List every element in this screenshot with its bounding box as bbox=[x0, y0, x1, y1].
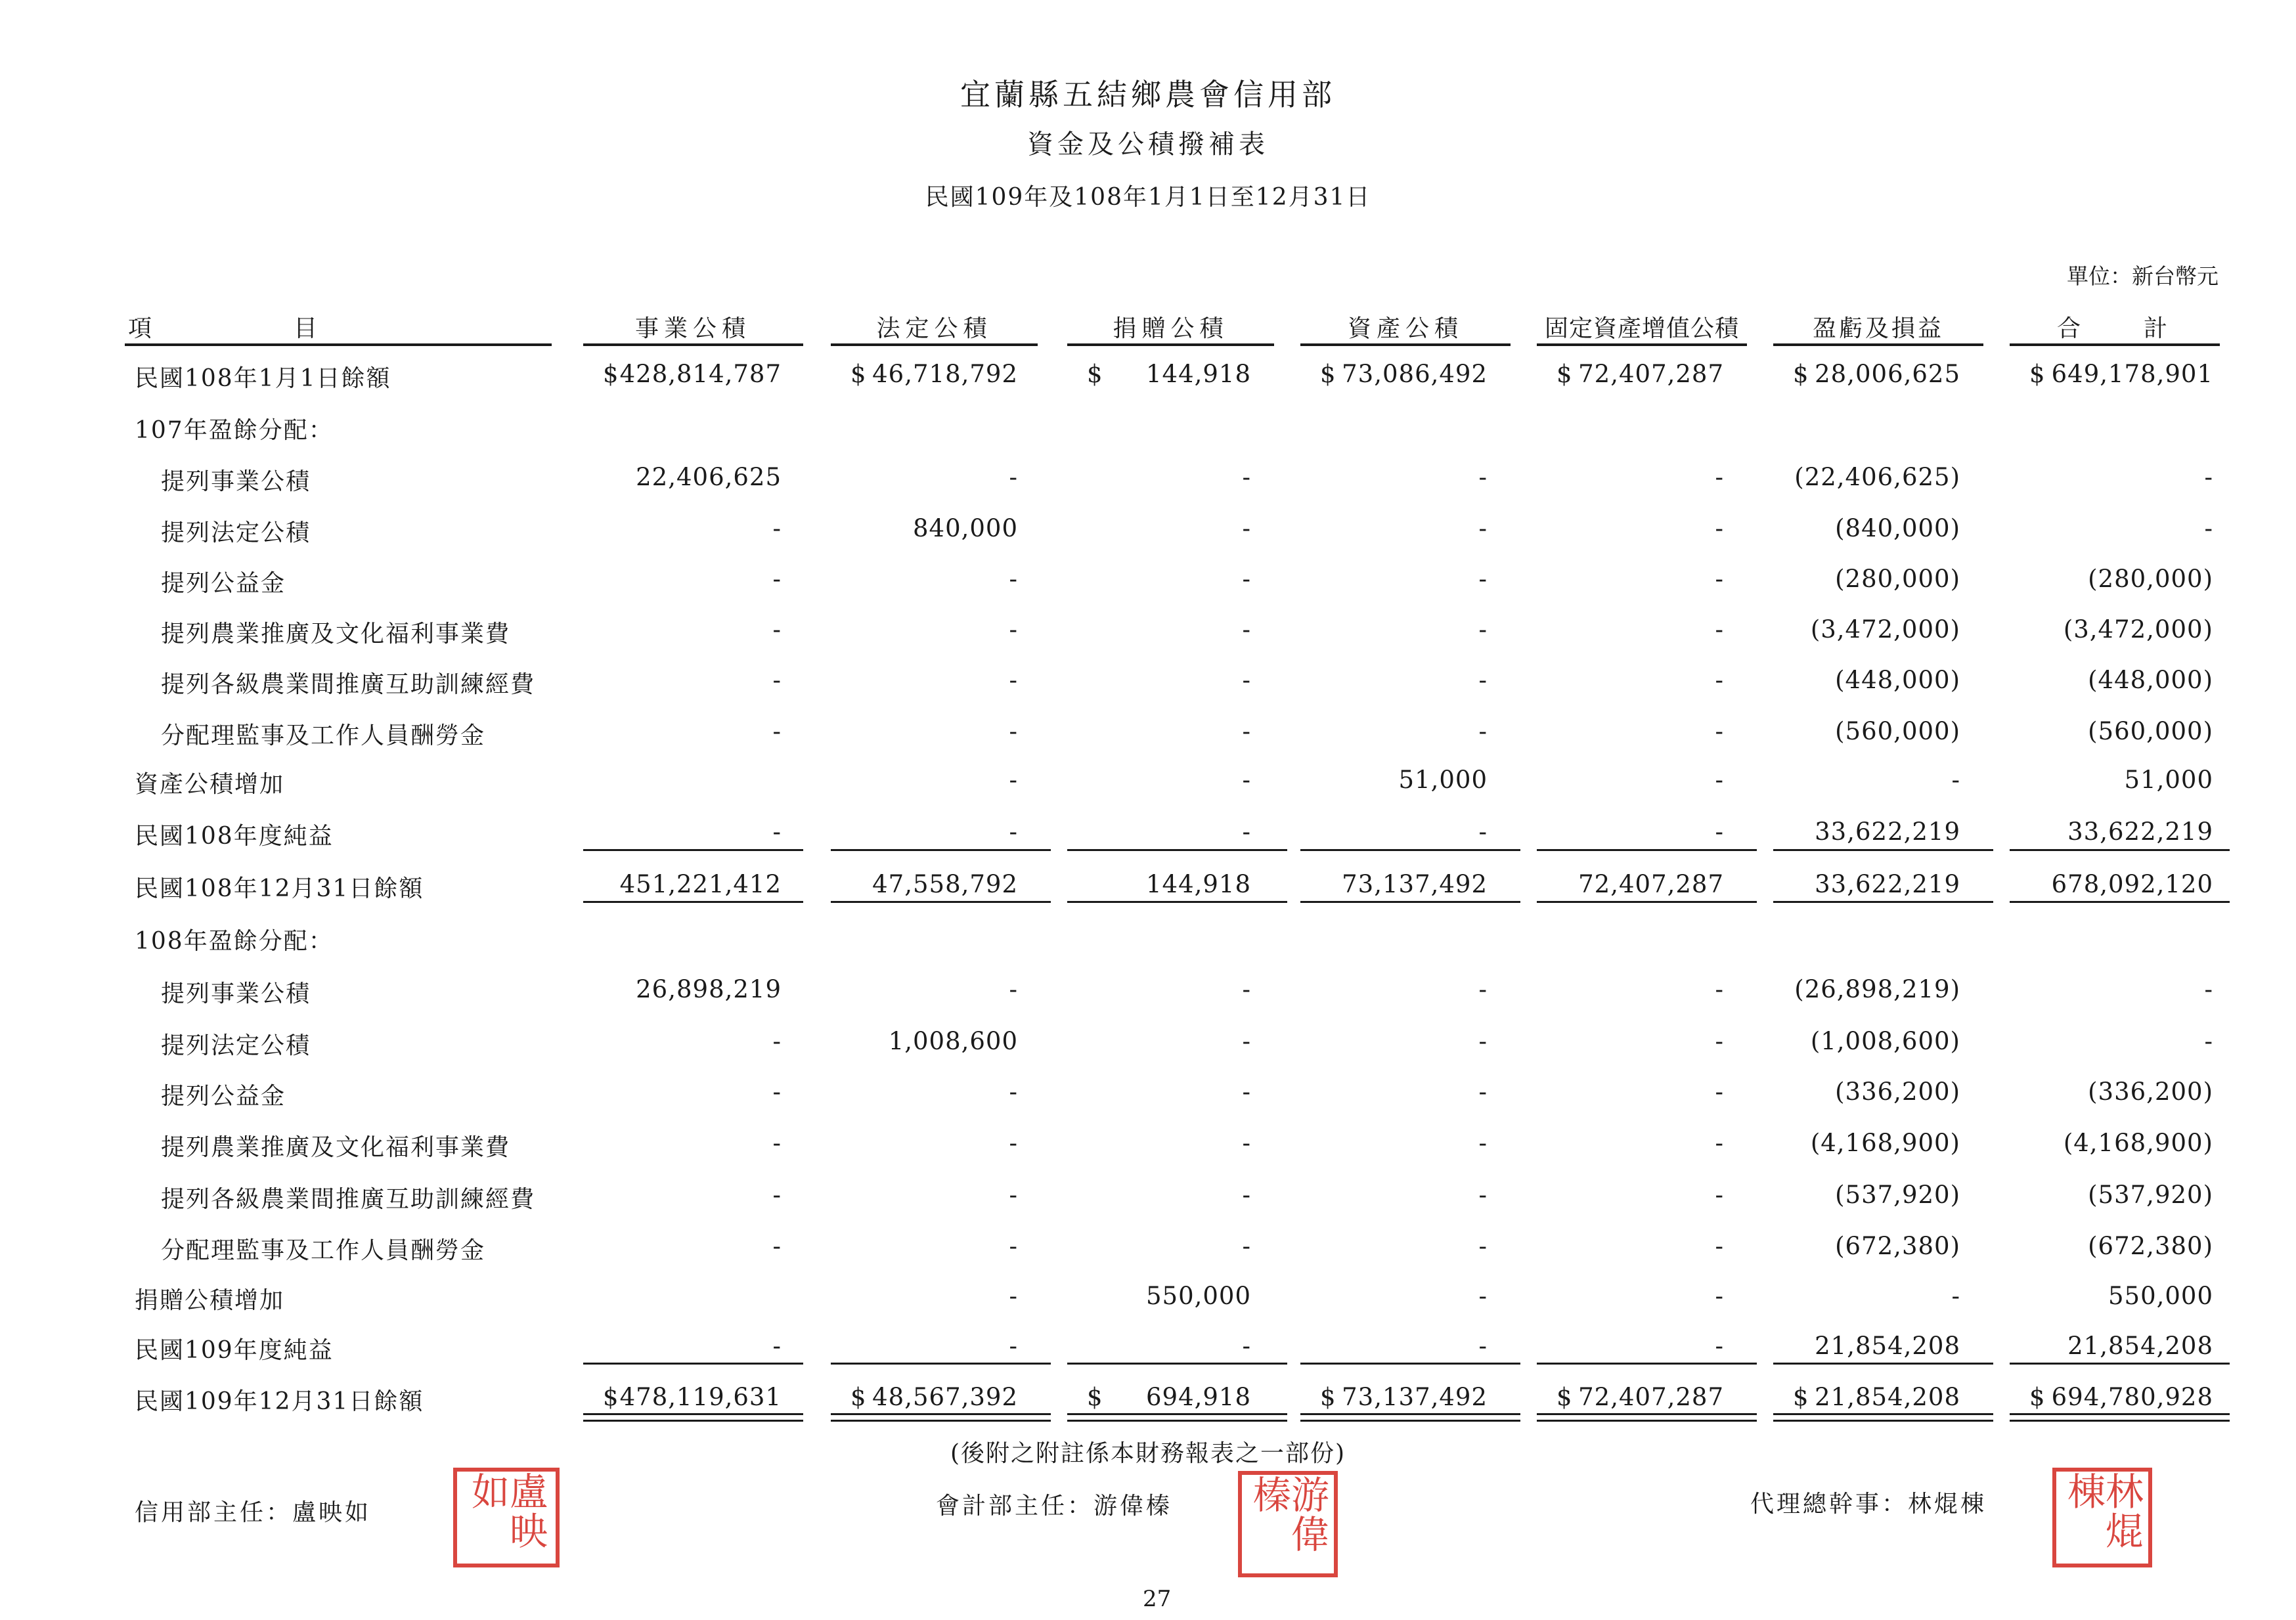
col-header-item: 項 目 bbox=[128, 315, 318, 342]
cell-value: (22,406,625) bbox=[1794, 463, 1960, 491]
col-header-business-reserve: 事業公積 bbox=[634, 315, 751, 342]
row-label: 提列法定公積 bbox=[161, 1032, 311, 1059]
cell-value: - bbox=[1009, 1181, 1018, 1209]
dollar-sign: $ bbox=[850, 1383, 866, 1411]
cell-value: - bbox=[772, 1129, 782, 1157]
double-rule bbox=[831, 1413, 1051, 1415]
double-rule bbox=[583, 1413, 803, 1415]
cell-value: (336,200) bbox=[2088, 1078, 2213, 1106]
subtotal-rule bbox=[583, 849, 803, 851]
dollar-sign: $ bbox=[603, 360, 619, 388]
cell-value: - bbox=[1242, 1129, 1251, 1157]
cell-value: - bbox=[1715, 717, 1724, 745]
cell-value: - bbox=[772, 1078, 782, 1106]
cell-value: - bbox=[1951, 766, 1960, 794]
cell-value: - bbox=[2204, 1027, 2213, 1055]
dollar-sign: $ bbox=[1793, 360, 1809, 388]
header-underline bbox=[1773, 343, 1983, 346]
seal-stamp: 林焜棟 bbox=[2052, 1468, 2152, 1567]
col-header-total: 合 計 bbox=[2056, 315, 2173, 342]
cell-value: - bbox=[1715, 1027, 1724, 1055]
subtotal-rule bbox=[1537, 849, 1757, 851]
cell-value: (537,920) bbox=[2088, 1181, 2213, 1209]
cell-value: (280,000) bbox=[1835, 565, 1960, 593]
row-label: 提列各級農業間推廣互助訓練經費 bbox=[161, 671, 536, 698]
cell-value: - bbox=[1715, 1332, 1724, 1360]
double-rule bbox=[831, 1420, 1051, 1422]
currency-unit: 單位：新台幣元 bbox=[2067, 263, 2219, 289]
header-underline bbox=[1300, 343, 1511, 346]
cell-value: - bbox=[1715, 565, 1724, 593]
row-label: 107年盈餘分配： bbox=[135, 417, 334, 444]
cell-value: 678,092,120 bbox=[2051, 870, 2213, 898]
cell-value: - bbox=[2204, 514, 2213, 542]
header-underline bbox=[1067, 343, 1274, 346]
dollar-sign: $ bbox=[850, 360, 866, 388]
signature-name: 游偉榛 bbox=[1093, 1493, 1173, 1520]
cell-value: (537,920) bbox=[1835, 1181, 1960, 1209]
cell-value: 46,718,792 bbox=[872, 360, 1018, 388]
cell-value: - bbox=[772, 1232, 782, 1260]
cell-value: 1,008,600 bbox=[888, 1027, 1018, 1055]
cell-value: 21,854,208 bbox=[1815, 1332, 1960, 1360]
cell-value: (448,000) bbox=[1835, 666, 1960, 694]
cell-value: 144,918 bbox=[1145, 870, 1251, 898]
cell-value: - bbox=[1242, 615, 1251, 644]
row-label: 資產公積增加 bbox=[135, 771, 285, 798]
cell-value: (336,200) bbox=[1835, 1078, 1960, 1106]
balance-rule bbox=[2010, 901, 2230, 903]
dollar-sign: $ bbox=[1320, 1383, 1336, 1411]
cell-value: (560,000) bbox=[1835, 717, 1960, 745]
cell-value: - bbox=[1478, 1129, 1488, 1157]
cell-value: 51,000 bbox=[1398, 766, 1488, 794]
balance-rule bbox=[1773, 901, 1993, 903]
cell-value: - bbox=[1478, 1027, 1488, 1055]
subtotal-rule bbox=[831, 1363, 1051, 1365]
cell-value: - bbox=[1715, 666, 1724, 694]
cell-value: - bbox=[1242, 1181, 1251, 1209]
cell-value: 21,854,208 bbox=[2067, 1332, 2213, 1360]
cell-value: - bbox=[1478, 565, 1488, 593]
subtotal-rule bbox=[583, 1363, 803, 1365]
cell-value: - bbox=[1478, 1232, 1488, 1260]
cell-value: (4,168,900) bbox=[1810, 1129, 1960, 1157]
cell-value: - bbox=[1715, 975, 1724, 1003]
cell-value: (672,380) bbox=[2088, 1232, 2213, 1260]
cell-value: - bbox=[1951, 1282, 1960, 1310]
company-title: 宜蘭縣五結鄉農會信用部 bbox=[960, 77, 1336, 112]
cell-value: 550,000 bbox=[1145, 1282, 1251, 1310]
cell-value: (448,000) bbox=[2088, 666, 2213, 694]
cell-value: (560,000) bbox=[2088, 717, 2213, 745]
cell-value: - bbox=[1715, 615, 1724, 644]
statement-period: 民國109年及108年1月1日至12月31日 bbox=[925, 184, 1371, 211]
row-label: 民國108年12月31日餘額 bbox=[135, 875, 424, 902]
cell-value: 28,006,625 bbox=[1815, 360, 1960, 388]
header-underline bbox=[831, 343, 1038, 346]
cell-value: 72,407,287 bbox=[1578, 870, 1724, 898]
cell-value: - bbox=[772, 1181, 782, 1209]
subtotal-rule bbox=[2010, 849, 2230, 851]
cell-value: 51,000 bbox=[2124, 766, 2213, 794]
row-label: 提列事業公積 bbox=[161, 980, 311, 1007]
col-header-profit-loss: 盈虧及損益 bbox=[1812, 315, 1944, 342]
row-label: 分配理監事及工作人員酬勞金 bbox=[161, 722, 486, 749]
cell-value: (3,472,000) bbox=[2063, 615, 2213, 644]
cell-value: - bbox=[772, 818, 782, 846]
signature-title: 會計部主任： bbox=[936, 1493, 1094, 1520]
row-label: 108年盈餘分配： bbox=[135, 928, 334, 955]
cell-value: - bbox=[1009, 1232, 1018, 1260]
signature-name: 盧映如 bbox=[292, 1499, 372, 1526]
cell-value: 21,854,208 bbox=[1815, 1383, 1960, 1411]
cell-value: - bbox=[1009, 666, 1018, 694]
cell-value: - bbox=[772, 565, 782, 593]
cell-value: 48,567,392 bbox=[872, 1383, 1018, 1411]
double-rule bbox=[2010, 1420, 2230, 1422]
cell-value: - bbox=[772, 514, 782, 542]
cell-value: - bbox=[772, 717, 782, 745]
dollar-sign: $ bbox=[2029, 360, 2045, 388]
signature-title: 代理總幹事： bbox=[1750, 1491, 1909, 1518]
cell-value: (3,472,000) bbox=[1810, 615, 1960, 644]
row-label: 提列公益金 bbox=[161, 570, 286, 597]
cell-value: - bbox=[1009, 766, 1018, 794]
double-rule bbox=[1537, 1413, 1757, 1415]
cell-value: - bbox=[1009, 717, 1018, 745]
double-rule bbox=[1773, 1413, 1993, 1415]
cell-value: - bbox=[1242, 666, 1251, 694]
signature-title: 信用部主任： bbox=[135, 1499, 293, 1526]
cell-value: - bbox=[2204, 975, 2213, 1003]
double-rule bbox=[1067, 1420, 1287, 1422]
row-label: 提列公益金 bbox=[161, 1083, 286, 1110]
cell-value: - bbox=[1715, 514, 1724, 542]
cell-value: 73,086,492 bbox=[1342, 360, 1488, 388]
cell-value: 33,622,219 bbox=[1815, 870, 1960, 898]
subtotal-rule bbox=[1067, 1363, 1287, 1365]
cell-value: - bbox=[1715, 1282, 1724, 1310]
cell-value: 73,137,492 bbox=[1342, 870, 1488, 898]
cell-value: - bbox=[1478, 666, 1488, 694]
balance-rule bbox=[1537, 901, 1757, 903]
dollar-sign: $ bbox=[1087, 360, 1103, 388]
cell-value: - bbox=[1715, 1232, 1724, 1260]
subtotal-rule bbox=[831, 849, 1051, 851]
row-label: 提列法定公積 bbox=[161, 519, 311, 546]
cell-value: - bbox=[1009, 1332, 1018, 1360]
cell-value: 47,558,792 bbox=[872, 870, 1018, 898]
cell-value: - bbox=[1715, 463, 1724, 491]
signature-credit-director bbox=[135, 1494, 371, 1527]
double-rule bbox=[1300, 1420, 1520, 1422]
balance-rule bbox=[583, 901, 803, 903]
dollar-sign: $ bbox=[1556, 360, 1572, 388]
cell-value: - bbox=[1242, 514, 1251, 542]
col-header-donation-reserve: 捐贈公積 bbox=[1113, 315, 1229, 342]
dollar-sign: $ bbox=[1556, 1383, 1572, 1411]
double-rule bbox=[2010, 1413, 2230, 1415]
cell-value: - bbox=[1715, 1129, 1724, 1157]
cell-value: - bbox=[1478, 463, 1488, 491]
statement-title: 資金及公積撥補表 bbox=[1027, 129, 1269, 160]
dollar-sign: $ bbox=[603, 1383, 619, 1411]
cell-value: 144,918 bbox=[1145, 360, 1251, 388]
dollar-sign: $ bbox=[1320, 360, 1336, 388]
cell-value: - bbox=[772, 666, 782, 694]
footnote: (後附之附註係本財務報表之一部份) bbox=[950, 1440, 1346, 1467]
cell-value: - bbox=[1715, 818, 1724, 846]
balance-rule bbox=[831, 901, 1051, 903]
cell-value: - bbox=[1242, 1332, 1251, 1360]
seal-stamp: 盧映如 bbox=[453, 1468, 560, 1567]
header-underline bbox=[583, 343, 803, 346]
cell-value: - bbox=[1478, 1332, 1488, 1360]
cell-value: 72,407,287 bbox=[1578, 360, 1724, 388]
signature-accounting-director bbox=[936, 1487, 1172, 1521]
cell-value: - bbox=[1242, 565, 1251, 593]
col-header-capital-reserve: 資產公積 bbox=[1347, 315, 1463, 342]
header-underline bbox=[125, 343, 552, 346]
subtotal-rule bbox=[1773, 1363, 1993, 1365]
dollar-sign: $ bbox=[1793, 1383, 1809, 1411]
row-label: 民國109年度純益 bbox=[135, 1337, 334, 1364]
cell-value: - bbox=[1478, 1078, 1488, 1106]
double-rule bbox=[1300, 1413, 1520, 1415]
cell-value: - bbox=[1242, 1232, 1251, 1260]
cell-value: - bbox=[1478, 717, 1488, 745]
col-header-revaluation-reserve: 固定資產增值公積 bbox=[1544, 315, 1739, 342]
cell-value: - bbox=[1242, 463, 1251, 491]
cell-value: - bbox=[1242, 818, 1251, 846]
double-rule bbox=[1537, 1420, 1757, 1422]
dollar-sign: $ bbox=[2029, 1383, 2045, 1411]
cell-value: - bbox=[1009, 615, 1018, 644]
cell-value: - bbox=[1009, 818, 1018, 846]
cell-value: 550,000 bbox=[2108, 1282, 2213, 1310]
row-label: 提列事業公積 bbox=[161, 468, 311, 495]
signature-name: 林焜棟 bbox=[1908, 1491, 1987, 1518]
cell-value: - bbox=[1715, 1181, 1724, 1209]
cell-value: 694,780,928 bbox=[2051, 1383, 2213, 1411]
row-label: 提列農業推廣及文化福利事業費 bbox=[161, 621, 511, 647]
cell-value: - bbox=[1009, 1078, 1018, 1106]
cell-value: 33,622,219 bbox=[2067, 818, 2213, 846]
cell-value: - bbox=[1242, 975, 1251, 1003]
cell-value: - bbox=[772, 1332, 782, 1360]
cell-value: 694,918 bbox=[1145, 1383, 1251, 1411]
cell-value: - bbox=[2204, 463, 2213, 491]
cell-value: 451,221,412 bbox=[619, 870, 782, 898]
row-label: 捐贈公積增加 bbox=[135, 1287, 285, 1314]
row-label: 民國109年12月31日餘額 bbox=[135, 1388, 424, 1415]
col-header-legal-reserve: 法定公積 bbox=[876, 315, 992, 342]
cell-value: 72,407,287 bbox=[1578, 1383, 1724, 1411]
cell-value: - bbox=[1009, 1129, 1018, 1157]
header-underline bbox=[2010, 343, 2220, 346]
subtotal-rule bbox=[2010, 1363, 2230, 1365]
double-rule bbox=[1067, 1413, 1287, 1415]
seal-stamp: 游偉榛 bbox=[1238, 1471, 1338, 1577]
row-label: 分配理監事及工作人員酬勞金 bbox=[161, 1237, 486, 1264]
cell-value: (840,000) bbox=[1835, 514, 1960, 542]
cell-value: - bbox=[1242, 1027, 1251, 1055]
header-underline bbox=[1537, 343, 1747, 346]
double-rule bbox=[1773, 1420, 1993, 1422]
cell-value: 428,814,787 bbox=[619, 360, 782, 388]
cell-value: (280,000) bbox=[2088, 565, 2213, 593]
cell-value: 26,898,219 bbox=[636, 975, 782, 1003]
cell-value: - bbox=[772, 615, 782, 644]
cell-value: - bbox=[1478, 1282, 1488, 1310]
cell-value: (26,898,219) bbox=[1794, 975, 1960, 1003]
subtotal-rule bbox=[1537, 1363, 1757, 1365]
row-label: 民國108年1月1日餘額 bbox=[135, 365, 391, 392]
cell-value: (1,008,600) bbox=[1810, 1027, 1960, 1055]
subtotal-rule bbox=[1300, 849, 1520, 851]
cell-value: - bbox=[1478, 514, 1488, 542]
cell-value: - bbox=[1242, 766, 1251, 794]
cell-value: - bbox=[1009, 1282, 1018, 1310]
cell-value: - bbox=[1009, 463, 1018, 491]
row-label: 提列農業推廣及文化福利事業費 bbox=[161, 1134, 511, 1161]
cell-value: - bbox=[1009, 975, 1018, 1003]
cell-value: - bbox=[772, 1027, 782, 1055]
cell-value: - bbox=[1242, 1078, 1251, 1106]
row-label: 提列各級農業間推廣互助訓練經費 bbox=[161, 1186, 536, 1213]
page-number: 27 bbox=[1143, 1586, 1172, 1612]
cell-value: - bbox=[1242, 717, 1251, 745]
double-rule bbox=[583, 1420, 803, 1422]
dollar-sign: $ bbox=[1087, 1383, 1103, 1411]
cell-value: - bbox=[1009, 565, 1018, 593]
cell-value: (672,380) bbox=[1835, 1232, 1960, 1260]
subtotal-rule bbox=[1300, 1363, 1520, 1365]
cell-value: 649,178,901 bbox=[2051, 360, 2213, 388]
row-label: 民國108年度純益 bbox=[135, 823, 334, 850]
cell-value: 478,119,631 bbox=[619, 1383, 782, 1411]
cell-value: - bbox=[1715, 766, 1724, 794]
cell-value: - bbox=[1478, 975, 1488, 1003]
cell-value: (4,168,900) bbox=[2063, 1129, 2213, 1157]
cell-value: 33,622,219 bbox=[1815, 818, 1960, 846]
balance-rule bbox=[1067, 901, 1287, 903]
cell-value: 73,137,492 bbox=[1342, 1383, 1488, 1411]
cell-value: - bbox=[1478, 818, 1488, 846]
balance-rule bbox=[1300, 901, 1520, 903]
cell-value: 22,406,625 bbox=[636, 463, 782, 491]
cell-value: - bbox=[1478, 1181, 1488, 1209]
signature-general-manager bbox=[1750, 1485, 1987, 1519]
cell-value: 840,000 bbox=[912, 514, 1018, 542]
cell-value: - bbox=[1478, 615, 1488, 644]
cell-value: - bbox=[1715, 1078, 1724, 1106]
subtotal-rule bbox=[1773, 849, 1993, 851]
subtotal-rule bbox=[1067, 849, 1287, 851]
